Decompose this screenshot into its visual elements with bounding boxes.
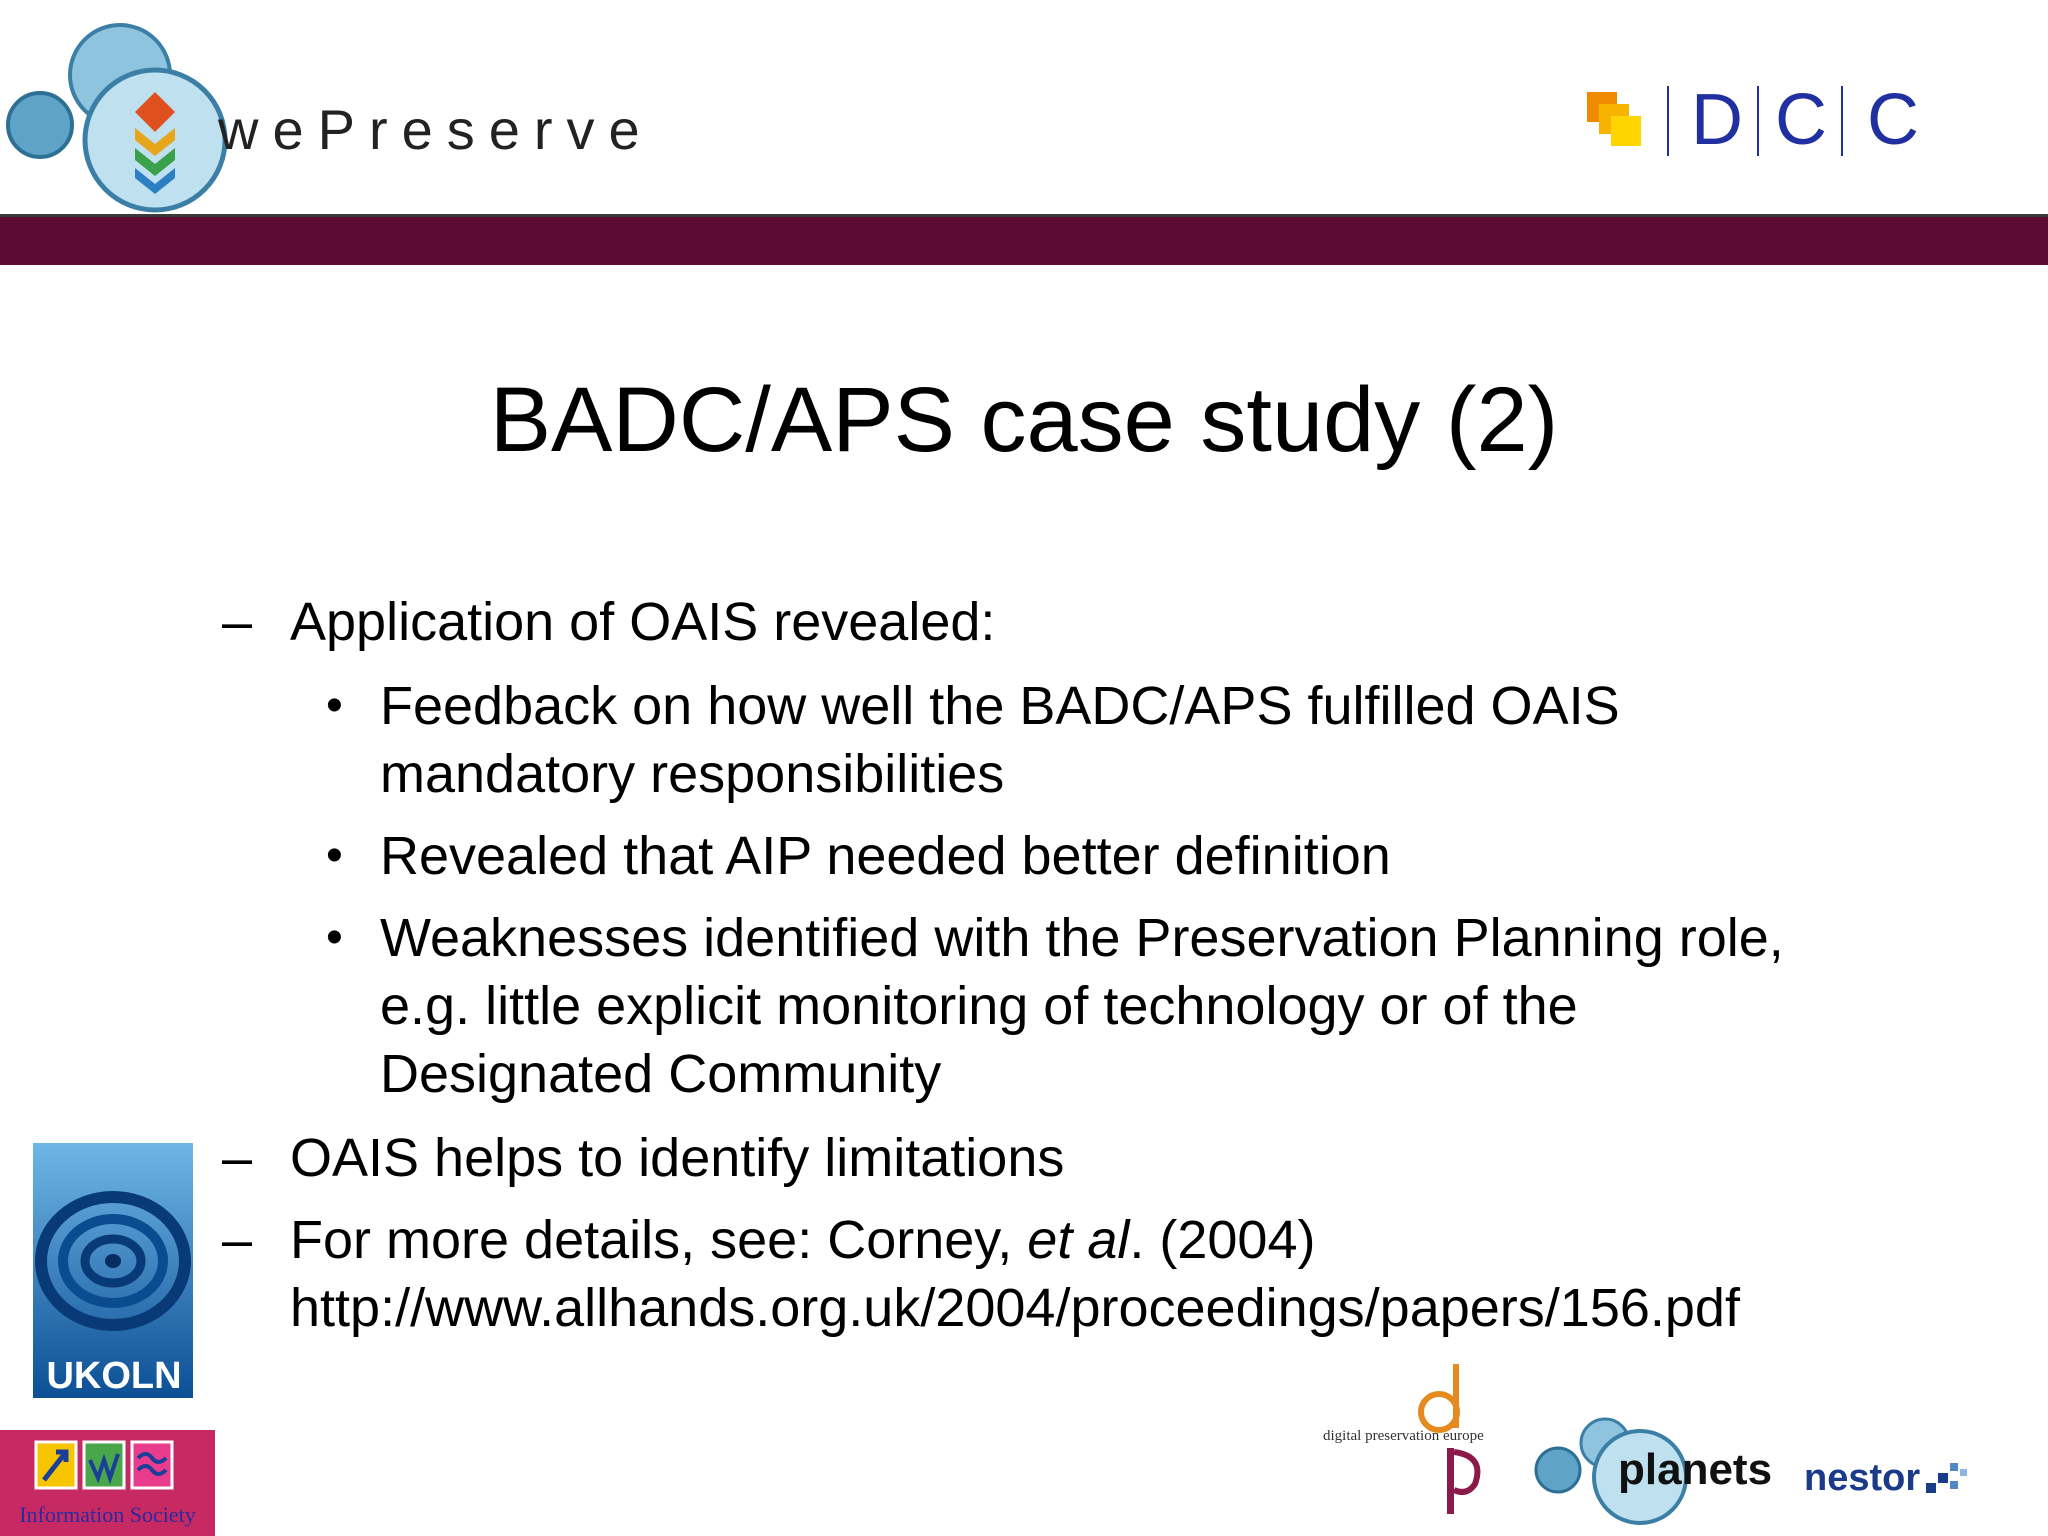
dash-marker: – [222,1210,253,1270]
dcc-squares-icon [1585,90,1645,150]
details-italic: et al [1027,1210,1130,1270]
subitem-feedback-line2: mandatory responsibilities [380,744,1005,804]
nestor-label: nestor [1804,1457,1921,1499]
wepreserve-wordmark: wePreserve [218,98,654,161]
bullet-marker: • [326,911,343,964]
subitem-aip: Revealed that AIP needed better definition [380,826,1391,886]
slide-title: BADC/APS case study (2) [489,369,1559,471]
subitem-weaknesses-line3: Designated Community [380,1044,942,1104]
subitem-weaknesses-line2: e.g. little explicit monitoring of technology or of the [380,976,1578,1036]
dpe-label: digital preservation europe [1323,1428,1484,1444]
dcc-logo [1585,82,1945,162]
dcc-letter-c1: C [1775,80,1827,160]
list-item-oais-revealed: Application of OAIS revealed: [290,592,996,652]
planets-logo [1530,1415,1773,1525]
dash-marker: – [222,592,253,652]
information-society-label: Information Society [19,1502,196,1527]
nestor-pixels-icon [1926,1461,1974,1501]
details-url: http://www.allhands.org.uk/2004/proceedings/papers/156.pdf [290,1278,1740,1338]
ukoln-logo [33,1143,193,1398]
dcc-letter-c2: C [1867,80,1919,160]
bullet-marker: • [326,829,343,882]
header-band [0,217,2048,265]
nestor-logo [1800,1455,1980,1515]
information-society-logo [0,1430,215,1536]
dash-marker: – [222,1128,253,1188]
ukoln-label: UKOLN [46,1355,182,1397]
details-year: . (2004) [1129,1210,1316,1270]
planets-label: planets [1618,1445,1773,1494]
bullet-marker: • [326,679,343,732]
dpe-logo [1315,1360,1515,1520]
slide-header [0,0,2048,215]
list-item-limitations: OAIS helps to identify limitations [290,1128,1065,1188]
subitem-feedback-line1: Feedback on how well the BADC/APS fulfilled OAIS [380,676,1620,736]
subitem-weaknesses-line1: Weaknesses identified with the Preservation Planning role, [380,908,1784,968]
details-text: For more details, see: Corney, [290,1210,1028,1270]
list-item-more-details [290,1206,1315,1274]
dcc-letter-d: D [1691,80,1743,160]
